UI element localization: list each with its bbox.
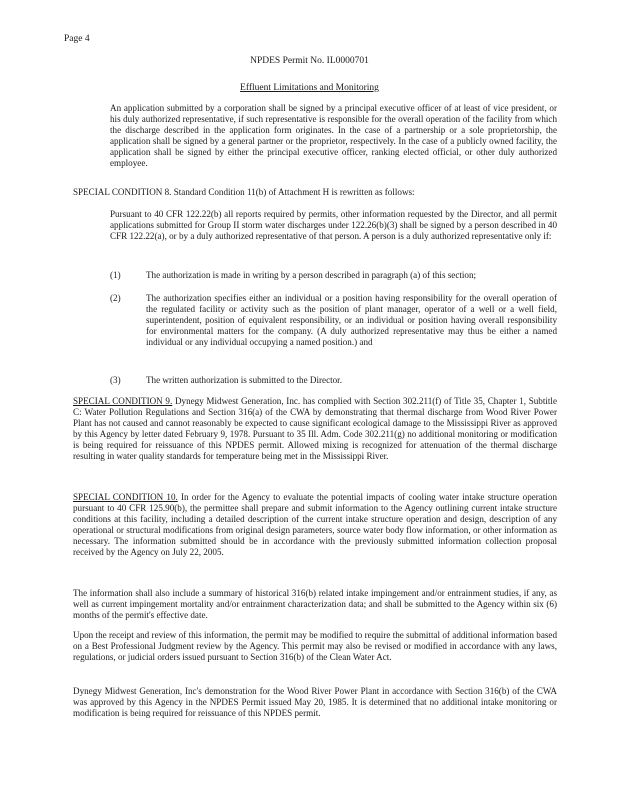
section-title: Effluent Limitations and Monitoring — [240, 83, 379, 93]
permit-number: NPDES Permit No. IL0000701 — [250, 56, 369, 66]
special-condition-8-intro: Standard Condition 11(b) of Attachment H is rewritten as follows: — [173, 187, 415, 197]
demonstration-approval-paragraph: Dynegy Midwest Generation, Inc's demonstration for the Wood River Power Plant in accordance with Section 316(b) of the CWA was approved by this Agency in the NPDES Permit issued May 20, 1985. It is determined that no additional intake monitoring or modification is being required for reissuance of this NPDES permit. — [73, 686, 557, 719]
special-condition-10-paragraph — [73, 492, 557, 559]
list-item-2-number: (2) — [110, 293, 121, 303]
signature-requirement-paragraph: An application submitted by a corporation shall be signed by a principal executive officer of at least of vice president, or his duly authorized representative, if such representative is responsible for the overall operation of the facility from which the discharge described in the application form originates. In the case of a partnership or a sole proprietorship, the application shall be signed by a general partner or the proprietor, respectively. In the case of a publicly owned facility, the application shall be signed by either the principal executive officer, ranking elected official, or other duly authorized employee. — [110, 103, 557, 169]
special-condition-10-label: SPECIAL CONDITION 10. — [73, 492, 178, 502]
review-modification-paragraph: Upon the receipt and review of this information, the permit may be modified to require the submittal of additional information based on a Best Professional Judgment review by the Agency. This permit may also be revised or modified in accordance with any laws, regulations, or judicial orders issued pursuant to Section 316(b) of the Clean Water Act. — [73, 630, 557, 663]
special-condition-8-body: Pursuant to 40 CFR 122.22(b) all reports required by permits, other information requested by the Director, and all permit applications submitted for Group II storm water discharges under 122.26(b)(3) shall be signed by a person described in 40 CFR 122.22(a), or by a duly authorized representative of that person. A person is a duly authorized representative only if: — [110, 209, 557, 242]
list-item-1-text: The authorization is made in writing by a person described in paragraph (a) of this section; — [146, 270, 477, 280]
special-condition-9-label: SPECIAL CONDITION 9. — [73, 396, 173, 406]
page-number: Page 4 — [64, 34, 90, 44]
list-item-1-number: (1) — [110, 270, 121, 280]
special-condition-8-heading-line — [73, 187, 557, 198]
information-summary-paragraph: The information shall also include a summary of historical 316(b) related intake impingement and/or entrainment studies, if any, as well as current impingement mortality and/or entrainment characterization data; and shall be submitted to the Agency within six (6) months of the permit's effective date. — [73, 588, 557, 621]
list-item-3-number: (3) — [110, 375, 121, 385]
special-condition-10-body: In order for the Agency to evaluate the potential impacts of cooling water intake structure operation pursuant to 40 CFR 125.90(b), the permittee shall prepare and submit information to the Agency outlining current intake structure conditions at this facility, including a detailed description of the current intake structure operation and design, description of any operational or structural modifications from original design parameters, source water body flow information, or other information as necessary. The information submitted should be in accordance with the previously submitted information collection proposal received by the Agency on July 22, 2005. — [73, 492, 557, 558]
special-condition-9-paragraph — [73, 396, 557, 463]
special-condition-8-label: SPECIAL CONDITION 8. — [73, 187, 172, 197]
special-condition-9-body: Dynegy Midwest Generation, Inc. has complied with Section 302.211(f) of Title 35, Chapter 1, Subtitle C: Water Pollution Regulations and Section 316(a) of the CWA by demonstrating that thermal discharge from Wood River Power Plant has not caused and cannot reasonably be expected to cause significant ecological damage to the Mississippi River as approved by this Agency by letter dated February 9, 1978. Pursuant to 35 Ill. Adm. Code 302.211(g) no additional monitoring or modification is being required for reissuance of this NPDES permit. Allowed mixing is recognized for attenuation of the thermal discharge resulting in water quality standards for temperature being met in the Mississippi River. — [73, 396, 557, 462]
list-item-2-text: The authorization specifies either an individual or a position having responsibility for the overall operation of the regulated facility or activity such as the position of plant manager, operator of a well or a well field, superintendent, position of equivalent responsibility, or an individual or position having overall responsibility for environmental matters for the company. (A duly authorized representative may thus be either a named individual or any individual occupying a named position.) and — [146, 293, 557, 348]
list-item-3-text: The written authorization is submitted to the Director. — [146, 375, 342, 385]
